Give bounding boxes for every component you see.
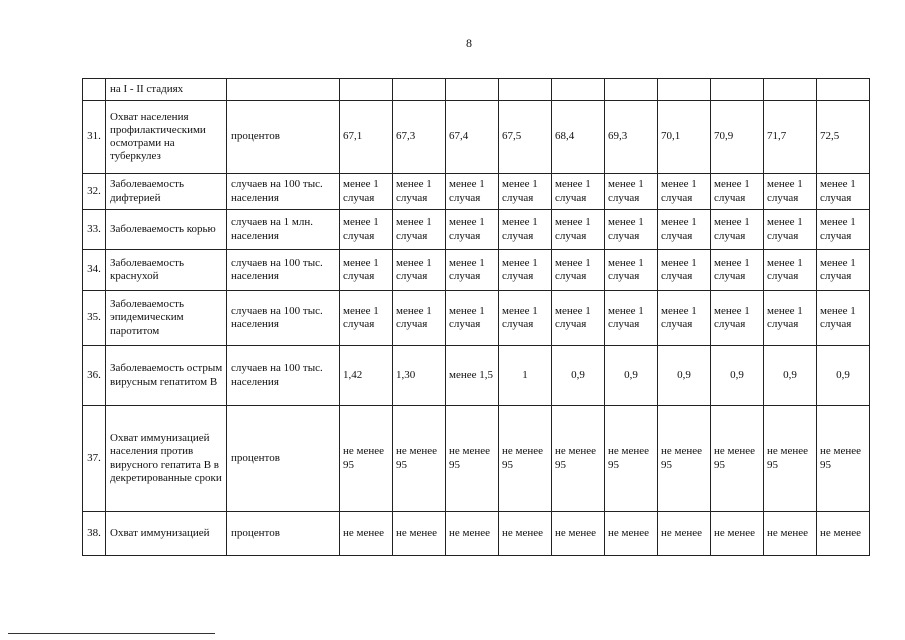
year-value [393,79,446,101]
table-row [83,101,870,174]
indicator-name: Заболеваемость краснухой [106,250,227,291]
year-value: не менее 95 [764,406,817,512]
unit-of-measure: процентов [227,101,340,174]
year-value: менее 1 случая [393,291,446,346]
year-value: менее 1 случая [817,291,870,346]
year-value: не менее [605,512,658,556]
year-value: менее 1 случая [552,250,605,291]
year-value: не менее 95 [658,406,711,512]
year-value: 70,9 [711,101,764,174]
year-value: 1,30 [393,346,446,406]
year-value: менее 1 случая [499,250,552,291]
page-number: 8 [466,36,472,50]
year-value: не менее [446,512,499,556]
unit-of-measure: случаев на 100 тыс. населения [227,291,340,346]
indicator-name: Охват населения профилактическими осмотрами на туберкулез [106,101,227,174]
year-value: менее 1 случая [552,291,605,346]
year-value: менее 1 случая [764,291,817,346]
year-value: не менее 95 [711,406,764,512]
year-value: менее 1 случая [393,250,446,291]
year-value [446,79,499,101]
row-number: 36. [83,346,106,406]
indicator-name: Заболеваемость острым вирусным гепатитом В [106,346,227,406]
year-value: менее 1 случая [764,210,817,250]
year-value: менее 1 случая [711,174,764,210]
year-value: не менее [552,512,605,556]
year-value: не менее 95 [446,406,499,512]
year-value: 1,42 [340,346,393,406]
year-value: менее 1 случая [764,174,817,210]
indicators-table [82,78,870,556]
year-value: менее 1 случая [711,210,764,250]
year-value: 0,9 [764,346,817,406]
indicator-name: Заболеваемость корью [106,210,227,250]
row-number: 35. [83,291,106,346]
year-value: менее 1 случая [605,174,658,210]
year-value: не менее [817,512,870,556]
year-value: менее 1,5 [446,346,499,406]
year-value: менее 1 случая [658,250,711,291]
year-value: 67,3 [393,101,446,174]
year-value: менее 1 случая [446,250,499,291]
year-value: 67,4 [446,101,499,174]
table-row [83,174,870,210]
year-value: менее 1 случая [711,291,764,346]
year-value: менее 1 случая [764,250,817,291]
table-row [83,291,870,346]
table-row [83,406,870,512]
year-value: не менее 95 [499,406,552,512]
unit-of-measure: случаев на 100 тыс. населения [227,346,340,406]
year-value [605,79,658,101]
year-value: не менее [658,512,711,556]
year-value: менее 1 случая [711,250,764,291]
indicator-name: Охват иммунизацией [106,512,227,556]
year-value [499,79,552,101]
year-value: менее 1 случая [499,174,552,210]
year-value: не менее 95 [605,406,658,512]
year-value: менее 1 случая [446,291,499,346]
year-value: менее 1 случая [605,250,658,291]
year-value: 69,3 [605,101,658,174]
table-row [83,346,870,406]
year-value: не менее [393,512,446,556]
year-value: менее 1 случая [605,210,658,250]
year-value [340,79,393,101]
year-value: менее 1 случая [817,210,870,250]
year-value: не менее [340,512,393,556]
year-value: менее 1 случая [658,210,711,250]
year-value: менее 1 случая [446,210,499,250]
year-value [552,79,605,101]
year-value: не менее [499,512,552,556]
year-value: не менее 95 [552,406,605,512]
year-value: менее 1 случая [340,174,393,210]
year-value: 67,5 [499,101,552,174]
year-value: менее 1 случая [393,174,446,210]
year-value: менее 1 случая [340,250,393,291]
year-value: 70,1 [658,101,711,174]
year-value: менее 1 случая [817,250,870,291]
year-value: менее 1 случая [340,291,393,346]
year-value: менее 1 случая [605,291,658,346]
unit-of-measure: случаев на 1 млн. населения [227,210,340,250]
year-value [658,79,711,101]
row-number: 34. [83,250,106,291]
indicator-name: на I - II стадиях [106,79,227,101]
year-value: менее 1 случая [499,291,552,346]
footnote-rule [8,633,208,634]
unit-of-measure [227,79,340,101]
year-value: менее 1 случая [499,210,552,250]
year-value: 0,9 [605,346,658,406]
unit-of-measure: процентов [227,512,340,556]
year-value: 67,1 [340,101,393,174]
row-number: 37. [83,406,106,512]
row-number: 38. [83,512,106,556]
unit-of-measure: процентов [227,406,340,512]
year-value [764,79,817,101]
row-number: 32. [83,174,106,210]
year-value [711,79,764,101]
year-value: менее 1 случая [446,174,499,210]
year-value: менее 1 случая [393,210,446,250]
year-value: 0,9 [817,346,870,406]
year-value: не менее 95 [817,406,870,512]
year-value: 0,9 [658,346,711,406]
table-row [83,512,870,556]
year-value: менее 1 случая [658,174,711,210]
year-value: не менее [764,512,817,556]
year-value: не менее [711,512,764,556]
year-value [817,79,870,101]
year-value: 68,4 [552,101,605,174]
indicator-name: Охват иммунизацией населения против вирусного гепатита В в декретированные сроки [106,406,227,512]
year-value: менее 1 случая [340,210,393,250]
year-value: менее 1 случая [817,174,870,210]
year-value: менее 1 случая [552,210,605,250]
year-value: 1 [499,346,552,406]
table-row [83,210,870,250]
year-value: менее 1 случая [658,291,711,346]
row-number: 31. [83,101,106,174]
year-value: 0,9 [552,346,605,406]
footnote-rule-short [205,633,215,634]
year-value: менее 1 случая [552,174,605,210]
table-row [83,79,870,101]
year-value: 0,9 [711,346,764,406]
indicator-name: Заболеваемость дифтерией [106,174,227,210]
table-row [83,250,870,291]
indicator-name: Заболеваемость эпидемическим паротитом [106,291,227,346]
year-value: 72,5 [817,101,870,174]
unit-of-measure: случаев на 100 тыс. населения [227,174,340,210]
year-value: не менее 95 [340,406,393,512]
unit-of-measure: случаев на 100 тыс. населения [227,250,340,291]
year-value: не менее 95 [393,406,446,512]
row-number: 33. [83,210,106,250]
year-value: 71,7 [764,101,817,174]
row-number [83,79,106,101]
